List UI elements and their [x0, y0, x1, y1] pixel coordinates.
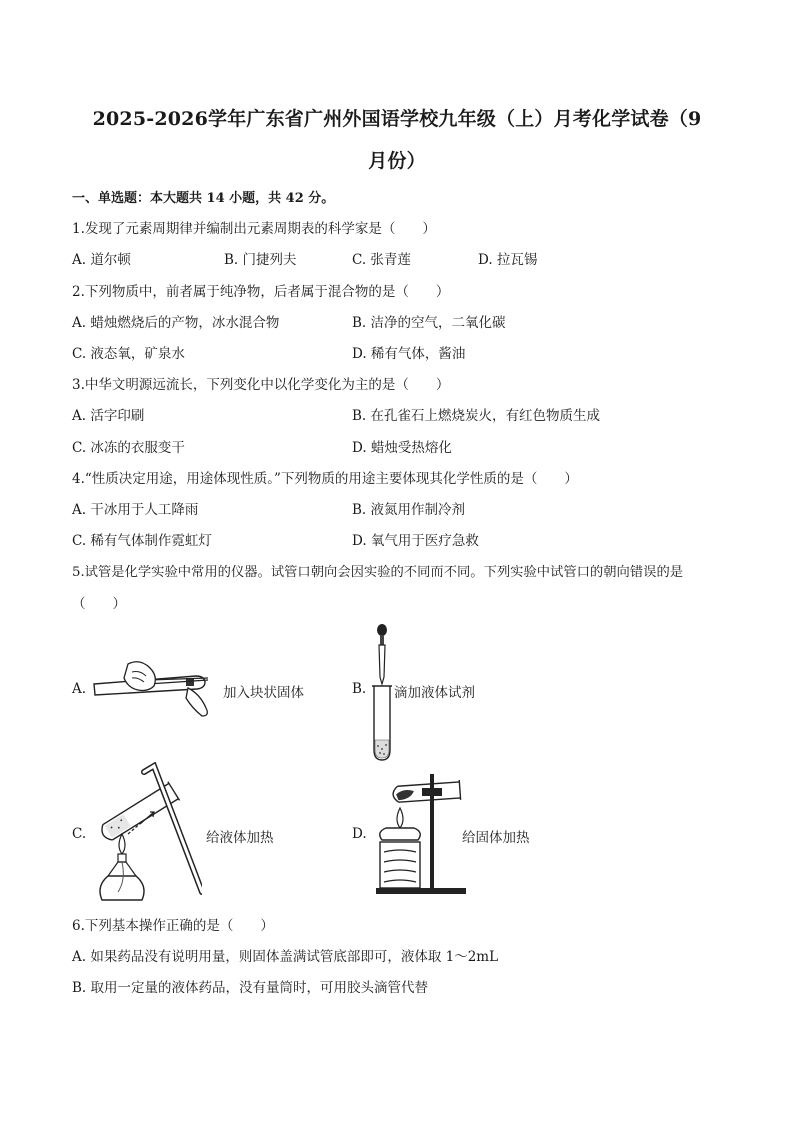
question-5-option-d-letter[interactable]: D. — [352, 826, 367, 842]
question-5-option-b-letter[interactable]: B. — [352, 681, 367, 697]
question-1-option-a[interactable]: A. 道尔顿 — [72, 252, 131, 268]
exam-title-line1: 2025-2026学年广东省广州外国语学校九年级（上）月考化学试卷（9 — [92, 108, 702, 130]
question-6-stem: 6.下列基本操作正确的是（ ） — [72, 918, 274, 934]
section-header: 一、单选题：本大题共 14 小题，共 42 分。 — [72, 191, 335, 206]
question-5-option-c-letter[interactable]: C. — [72, 826, 87, 842]
question-5-option-b-caption: 滴加液体试剂 — [394, 685, 475, 701]
question-4-option-c[interactable]: C. 稀有气体制作霓虹灯 — [72, 533, 212, 549]
question-1-option-d[interactable]: D. 拉瓦锡 — [478, 252, 538, 268]
heating-solid-figure — [370, 770, 470, 896]
question-5-stem-line2: （ ） — [72, 596, 126, 612]
question-5-option-d-caption: 给固体加热 — [462, 830, 530, 846]
question-1-stem: 1.发现了元素周期律并编制出元素周期表的科学家是（ ） — [72, 221, 436, 237]
question-3-option-b[interactable]: B. 在孔雀石上燃烧炭火，有红色物质生成 — [352, 408, 601, 424]
question-3-stem: 3.中华文明源远流长，下列变化中以化学变化为主的是（ ） — [72, 377, 450, 393]
question-1-option-c[interactable]: C. 张青莲 — [352, 252, 411, 268]
question-4-option-a[interactable]: A. 干冰用于人工降雨 — [72, 502, 199, 518]
question-4-option-d[interactable]: D. 氧气用于医疗急救 — [352, 533, 479, 549]
question-5-option-c-caption: 给液体加热 — [206, 830, 274, 846]
question-1-option-b[interactable]: B. 门捷列夫 — [224, 252, 297, 268]
question-3-option-c[interactable]: C. 冰冻的衣服变干 — [72, 440, 185, 456]
question-2-option-d[interactable]: D. 稀有气体，酱油 — [352, 346, 466, 362]
question-3-option-d[interactable]: D. 蜡烛受热熔化 — [352, 440, 452, 456]
question-5-option-a-letter[interactable]: A. — [72, 681, 87, 697]
question-2-option-a[interactable]: A. 蜡烛燃烧后的产物，冰水混合物 — [72, 315, 280, 331]
question-2-option-c[interactable]: C. 液态氧，矿泉水 — [72, 346, 185, 362]
question-5-option-a-caption: 加入块状固体 — [223, 685, 304, 701]
question-3-option-a[interactable]: A. 活字印刷 — [72, 408, 145, 424]
question-6-option-b[interactable]: B. 取用一定量的液体药品，没有量筒时，可用胶头滴管代替 — [72, 980, 429, 996]
question-4-option-b[interactable]: B. 液氮用作制冷剂 — [352, 502, 466, 518]
question-2-option-b[interactable]: B. 洁净的空气，二氧化碳 — [352, 315, 506, 331]
question-2-stem: 2.下列物质中，前者属于纯净物，后者属于混合物的是（ ） — [72, 284, 450, 300]
exam-title-line2: 月份） — [368, 150, 426, 172]
heating-liquid-figure — [82, 762, 202, 902]
question-6-option-a[interactable]: A. 如果药品没有说明用量，则固体盖满试管底部即可，液体取 1～2mL — [72, 949, 499, 965]
hand-tweezers-test-tube-figure — [88, 658, 223, 718]
question-4-stem: 4.“性质决定用途，用途体现性质。”下列物质的用途主要体现其化学性质的是（ ） — [72, 471, 578, 487]
question-5-stem-line1: 5.试管是化学实验中常用的仪器。试管口朝向会因实验的不同而不同。下列实验中试管口的朝向错误的是 — [72, 565, 684, 580]
